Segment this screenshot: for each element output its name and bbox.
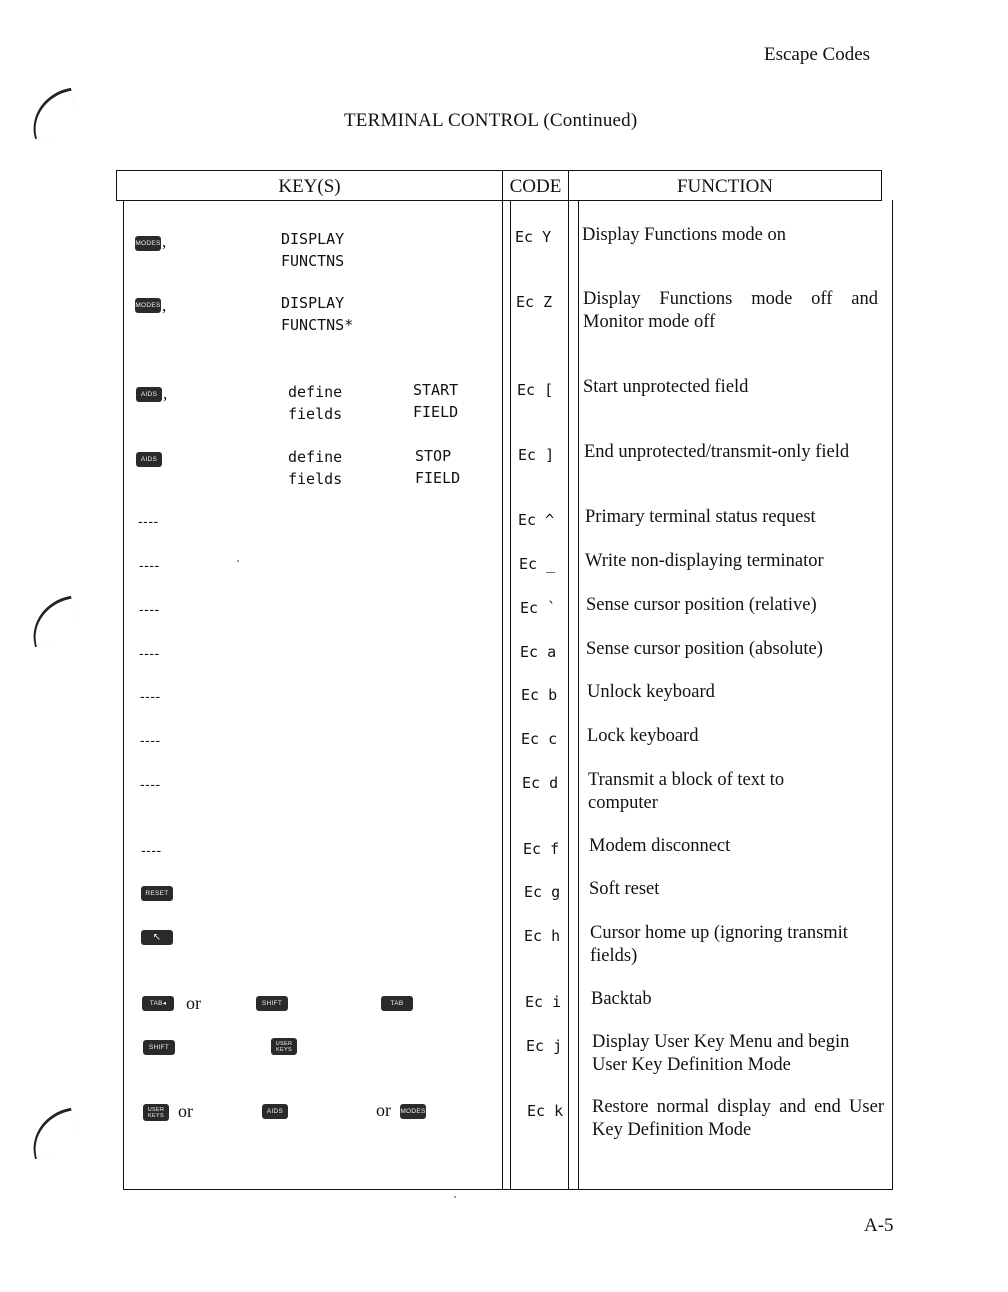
running-header: Escape Codes xyxy=(764,44,871,65)
escape-code: Ec k xyxy=(527,1102,564,1120)
function-description: Modem disconnect xyxy=(589,836,731,856)
escape-code: Ec b xyxy=(521,686,558,704)
modes-key-icon: MODES xyxy=(135,236,161,251)
or-word: or xyxy=(178,1101,193,1121)
aids-key-icon: AIDS xyxy=(136,387,162,402)
no-key-dashes: ---- xyxy=(139,645,160,661)
modes-key-icon: MODES xyxy=(135,298,161,313)
binding-hole-mark xyxy=(26,88,80,140)
binding-hole-mark xyxy=(26,596,80,648)
escape-code: Ec Y xyxy=(515,228,552,246)
softkey-label: define fields xyxy=(288,448,343,488)
binding-hole-mark xyxy=(26,1108,80,1160)
escape-code: Ec _ xyxy=(519,555,556,573)
shift-key-icon: SHIFT xyxy=(256,996,288,1011)
function-description: Start unprotected field xyxy=(583,377,749,397)
softkey2-label: STOP FIELD xyxy=(415,447,461,487)
scan-speck xyxy=(454,1196,456,1198)
escape-code: Ec i xyxy=(525,993,562,1011)
function-description: Primary terminal status request xyxy=(585,507,816,527)
escape-code: Ec f xyxy=(523,840,560,858)
function-description: Sense cursor position (absolute) xyxy=(586,639,823,659)
escape-code: Ec ` xyxy=(520,599,557,617)
user-keys-key-icon: USER KEYS xyxy=(271,1038,297,1055)
escape-code: Ec ^ xyxy=(518,511,555,529)
tab-key-icon: TAB xyxy=(381,996,413,1011)
no-key-dashes: ---- xyxy=(139,557,160,573)
softkey-label: DISPLAY FUNCTNS xyxy=(281,230,345,270)
function-description: Cursor home up (ignoring transmit fields) xyxy=(590,923,848,966)
shift-key-icon: SHIFT xyxy=(143,1040,175,1055)
escape-code: Ec h xyxy=(524,927,561,945)
function-description: Unlock keyboard xyxy=(587,682,715,702)
no-key-dashes: ---- xyxy=(140,776,161,792)
modes-key-icon: MODES xyxy=(400,1104,426,1119)
function-description: Soft reset xyxy=(589,879,660,899)
function-description: Display Functions mode off and Monitor mode off xyxy=(583,289,878,332)
function-description: Sense cursor position (relative) xyxy=(586,595,817,615)
column-header-function: FUNCTION xyxy=(676,176,774,197)
no-key-dashes: ---- xyxy=(138,513,159,529)
column-header-code: CODE xyxy=(509,176,562,197)
aids-key-icon: AIDS xyxy=(262,1104,288,1119)
escape-code: Ec d xyxy=(522,774,559,792)
no-key-dashes: ---- xyxy=(139,601,160,617)
aids-key-icon: AIDS xyxy=(136,452,162,467)
function-description: Display Functions mode on xyxy=(582,225,787,245)
key-separator: , xyxy=(162,296,167,315)
scan-speck xyxy=(237,560,239,562)
softkey-label: define fields xyxy=(288,383,343,423)
function-description: Backtab xyxy=(591,989,652,1009)
reset-key-icon: RESET xyxy=(141,886,173,901)
no-key-dashes: ---- xyxy=(140,688,161,704)
key-separator: , xyxy=(163,384,168,403)
softkey2-label: START FIELD xyxy=(413,381,459,421)
tab-key-icon: TAB◂ xyxy=(142,996,174,1011)
escape-code: Ec c xyxy=(521,730,558,748)
key-separator: , xyxy=(162,232,167,251)
function-description: Write non-displaying terminator xyxy=(585,551,824,571)
function-description: Display User Key Menu and begin User Key Definition Mode xyxy=(592,1032,850,1075)
function-description: Transmit a block of text to computer xyxy=(588,770,785,813)
page-title: TERMINAL CONTROL (Continued) xyxy=(344,110,638,131)
escape-code: Ec a xyxy=(520,643,557,661)
function-description: End unprotected/transmit-only field xyxy=(584,442,850,462)
home-up-key-icon: ↖ xyxy=(141,930,173,945)
column-header-keys: KEY(S) xyxy=(278,176,341,197)
escape-code: Ec j xyxy=(526,1037,563,1055)
escape-code: Ec Z xyxy=(516,293,553,311)
no-key-dashes: ---- xyxy=(140,732,161,748)
function-description: Restore normal display and end User Key Definition Mode xyxy=(592,1097,884,1140)
escape-code: Ec ] xyxy=(518,446,555,464)
no-key-dashes: ---- xyxy=(141,842,162,858)
user-keys-key-icon: USER KEYS xyxy=(143,1104,169,1121)
escape-code: Ec [ xyxy=(517,381,554,399)
or-word: or xyxy=(186,993,201,1013)
page-number: A-5 xyxy=(864,1215,894,1236)
or-word: or xyxy=(376,1100,391,1120)
escape-code: Ec g xyxy=(524,883,561,901)
softkey-label: DISPLAY FUNCTNS* xyxy=(281,294,354,334)
function-description: Lock keyboard xyxy=(587,726,699,746)
